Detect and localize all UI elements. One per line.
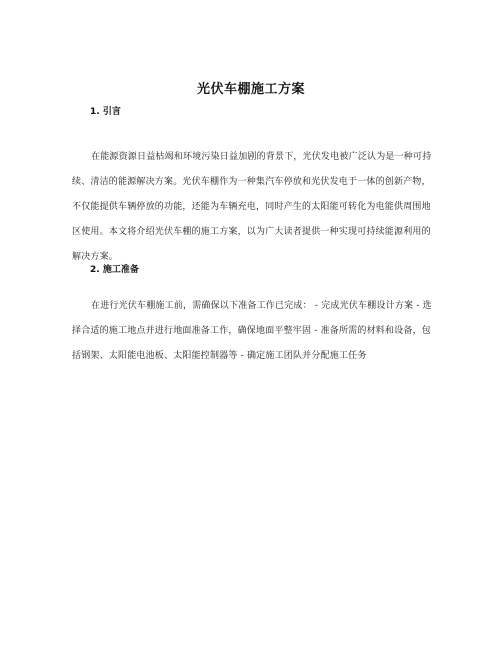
introduction-paragraph: 在能源资源日益枯竭和环境污染日益加剧的背景下，光伏发电被广泛认为是一种可持续、清洁的能源解决方案。光伏车棚作为一种集汽车停放和光伏发电于一体的创新产物，不仅能提供车辆停放的功能，还能为车辆充电，同时产生的太阳能可转化为电能供周围地区使用。本文将介绍光伏车棚的施工方案，以为广大读者提供一种实现可持续能源利用的解决方案。	[72, 152, 432, 262]
preparation-paragraph: 在进行光伏车棚施工前，需确保以下准备工作已完成： - 完成光伏车棚设计方案 - 选择合适的施工地点并进行地面准备工作，确保地面平整牢固 - 准备所需的材料和设备，包括钢架、太阳能电池板、太阳能控制器等 - 确定施工团队并分配施工任务	[72, 301, 432, 361]
section-heading-introduction: 1. 引言	[90, 107, 121, 117]
section-heading-preparation: 2. 施工准备	[90, 265, 139, 275]
document-title: 光伏车棚施工方案	[196, 82, 305, 97]
